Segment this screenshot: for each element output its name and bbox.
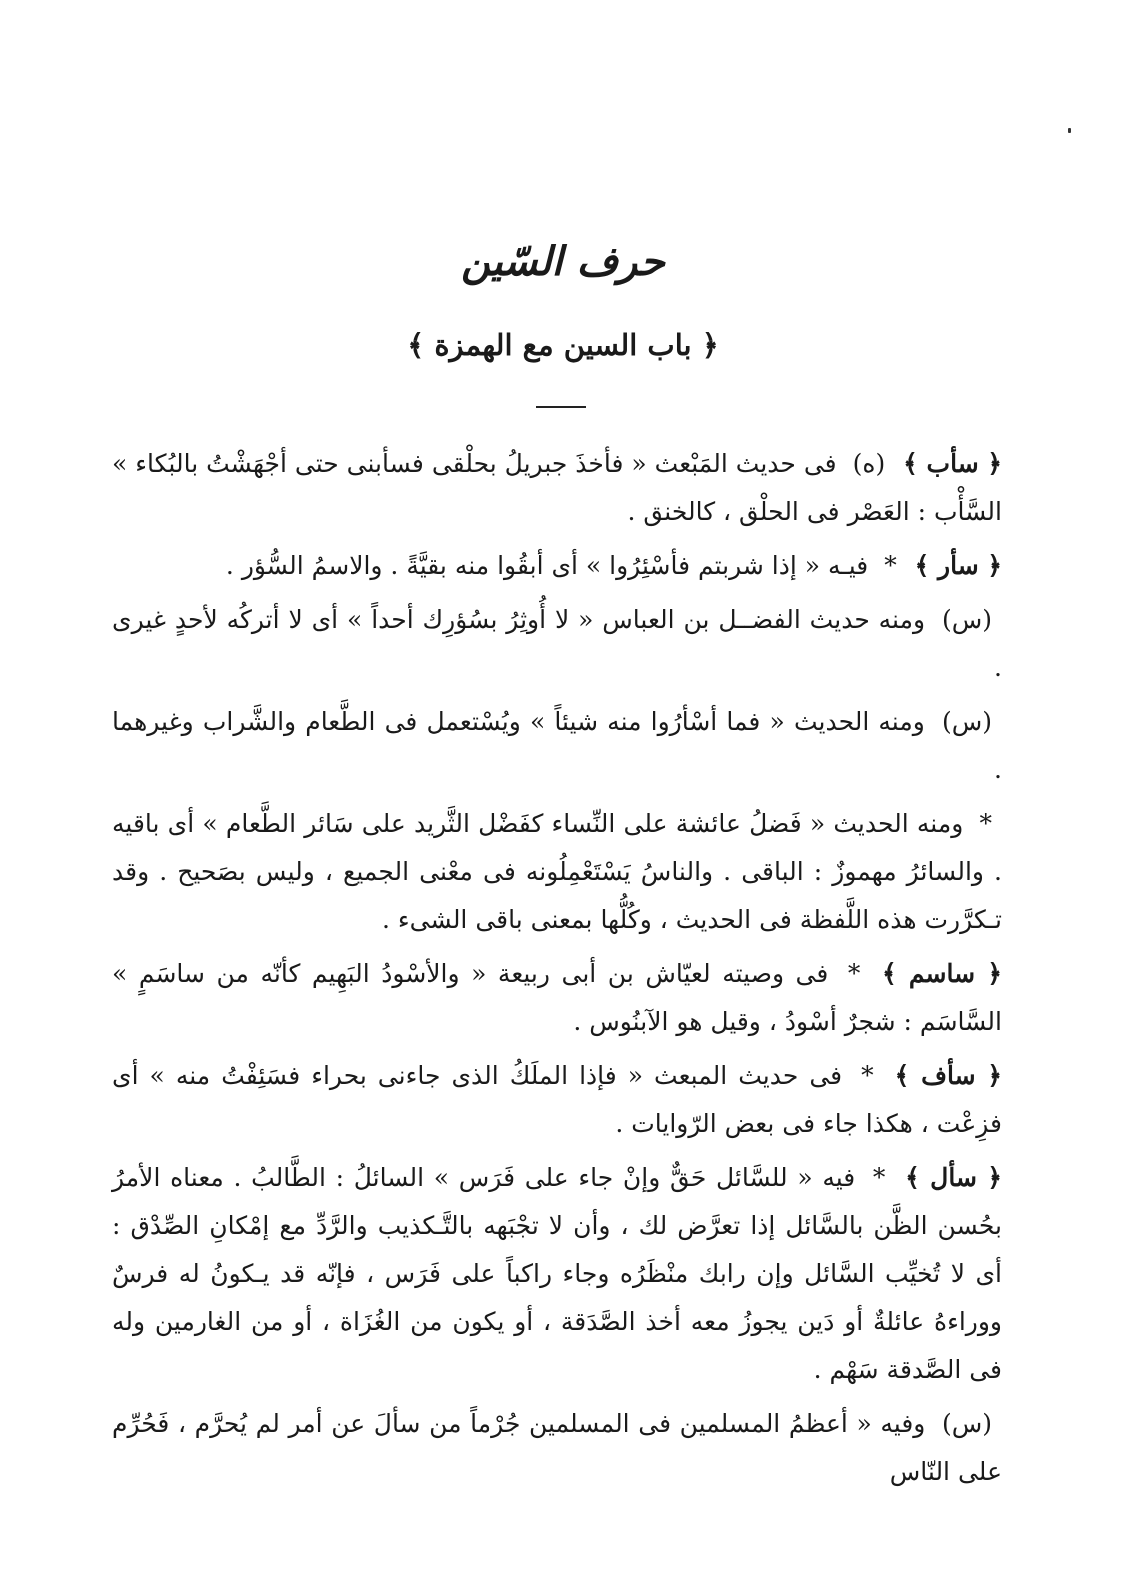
- entry-saar-sub-3: [112, 800, 1002, 944]
- section-title: ﴿ باب السين مع الهمزة ﴾: [407, 328, 719, 362]
- divider-rule: [536, 406, 586, 408]
- entry-text: ومنه الحديث « فما أسْأرُوا منه شيئاً » ويُسْتعمل فى الطَّعام والشَّراب وغيرهما .: [112, 707, 1002, 784]
- entry-saab: [112, 440, 1002, 536]
- page-speck: [1068, 128, 1071, 133]
- entry-marker: (س): [941, 1409, 992, 1438]
- entry-text: وفيه « أعظمُ المسلمين فى المسلمين جُرْماً من سألَ عن أمر لم يُحرَّم ، فَحُرِّم على النّاس: [112, 1409, 1002, 1486]
- entry-text: ومنه الحديث « فَضلُ عائشة على النِّساء كفَضْل الثَّريد على سَائر الطَّعام » أى باقيه . والسائرُ مهموزٌ : الباقى . والناسُ يَسْتَعْمِلُونه فى معْنى الجميع ، وليس بصَحيح . وقد تـكرَّرت هذه اللَّفظة فى الحديث ، وكُلُّها بمعنى باقى الشىء .: [112, 809, 1002, 934]
- entry-text: فيه « للسَّائل حَقٌّ وإنْ جاء على فَرَس » السائلُ : الطَّالبُ . معناه الأمرُ بحُسن الظَّن بالسَّائل إذا تعرَّض لك ، وأن لا تجْبَهه بالتَّـكذيب والرَّدِّ مع إمْكانِ الصِّدْق : أى لا تُخيِّب السَّائل وإن رابك منْظَرُه وجاء راكباً على فَرَس ، فإنّه قد يـكونُ له فرسٌ ووراءهُ عائلةٌ أو دَين يجوزُ معه أخذ الصَّدَقة ، أو يكون من الغُزَاة ، أو من الغارمين وله فى الصَّدقة سَهْم .: [112, 1163, 1002, 1384]
- entry-text: فى حديث المبعث « فإذا الملَكُ الذى جاءنى بحراء فسَئِفْتُ منه » أى فزِعْت ، هكذا جاء فى بعض الرّوايات .: [112, 1061, 1002, 1138]
- entry-text: فى حديث المَبْعث « فأخذَ جبريلُ بحلْقى فسأبنى حتى أجْهَشْتُ بالبُكاء » السَّأْب : العَصْر فى الحلْق ، كالخنق .: [112, 449, 1002, 526]
- entry-text: فيـه « إذا شربتم فأسْئِرُوا » أى أبقُوا منه بقيَّةً . والاسمُ السُّؤر .: [225, 551, 869, 580]
- entry-saar-sub-2: [112, 698, 1002, 794]
- entry-headword: ﴿ سأف ﴾: [894, 1061, 1002, 1090]
- entry-marker: *: [861, 1061, 874, 1090]
- entry-saaf: [112, 1052, 1002, 1148]
- entry-marker: (ه): [852, 449, 886, 478]
- entry-marker: *: [847, 959, 861, 988]
- entry-saar-sub-1: [112, 596, 1002, 692]
- entry-text: فى وصيته لعيّاش بن أبى ربيعة « والأسْودُ البَهِيم كأنّه من ساسَمٍ » السَّاسَم : شجرٌ أسْودُ ، وقيل هو الآبنُوس .: [112, 959, 1002, 1036]
- entry-marker: *: [979, 809, 992, 838]
- entry-headword: ﴿ سأر ﴾: [914, 551, 1002, 580]
- entry-headword: ﴿ سأل ﴾: [905, 1163, 1002, 1192]
- chapter-title: حرف السّين: [461, 238, 665, 285]
- entries-body: [112, 440, 1002, 1502]
- entry-marker: *: [872, 1163, 886, 1192]
- entry-saasam: [112, 950, 1002, 1046]
- entry-headword: ﴿ ساسم ﴾: [881, 959, 1002, 988]
- entry-headword: ﴿ سأب ﴾: [903, 449, 1003, 478]
- entry-marker: (س): [941, 605, 992, 634]
- entry-marker: (س): [941, 707, 992, 736]
- entry-saar: [112, 542, 1002, 590]
- entry-text: ومنه حديث الفضــل بن العباس « لا أُوثِرُ بسُؤرِك أحداً » أى لا أتركُه لأحدٍ غيرى .: [112, 605, 1002, 682]
- entry-saal-sub-1: [112, 1400, 1002, 1496]
- entry-saal: [112, 1154, 1002, 1394]
- entry-marker: *: [884, 551, 897, 580]
